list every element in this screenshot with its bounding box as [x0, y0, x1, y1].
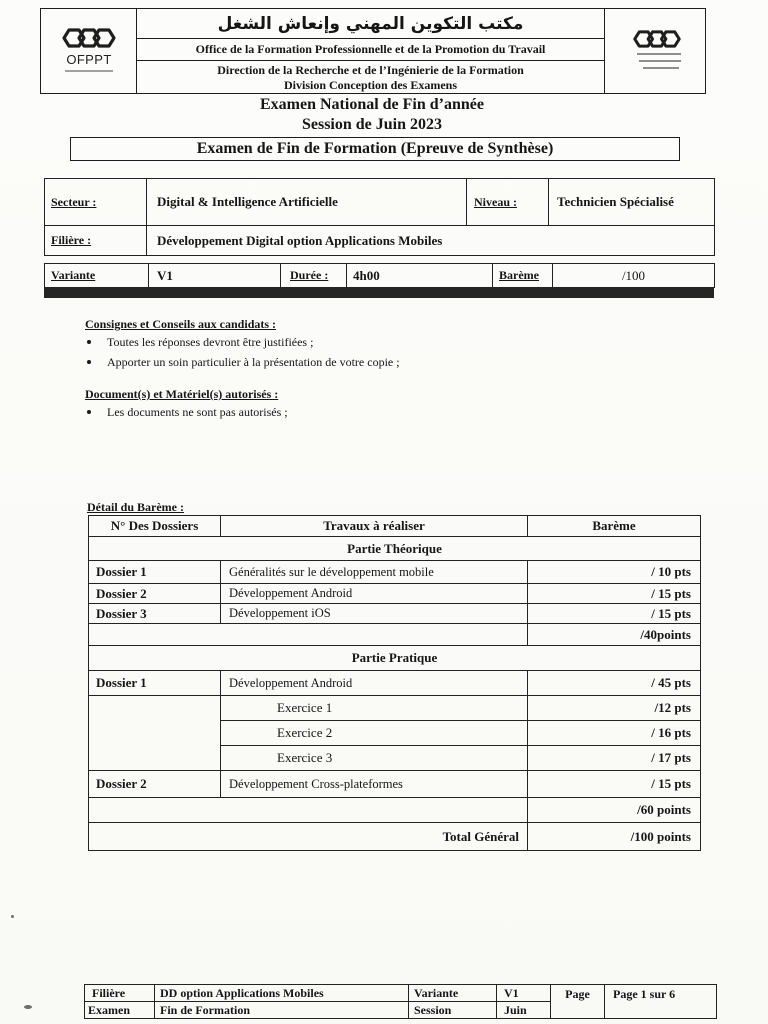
empty-cell: [89, 624, 528, 646]
filiere-label: Filière :: [45, 226, 147, 256]
table-row: [89, 671, 701, 696]
arabic-institution-name: مكتب التكوين المهني وإنعاش الشغل: [217, 14, 524, 34]
logo-arabic-lettering-mark: [637, 53, 681, 55]
documents-title: Document(s) et Matériel(s) autorisés :: [85, 387, 279, 401]
empty-cell: [89, 696, 221, 771]
footer-examen-label: Examen: [85, 1002, 155, 1019]
niveau-value: Technicien Spécialisé: [549, 179, 715, 226]
bareme-cell: / 17 pts: [528, 746, 701, 771]
secteur-label: Secteur :: [45, 179, 147, 226]
filiere-value: Développement Digital option Applications Mobiles: [147, 226, 715, 256]
col-header-bareme: Barème: [528, 516, 701, 537]
dossier-cell: Dossier 2: [89, 584, 221, 604]
footer-filiere-label: Filière: [85, 985, 155, 1002]
footer-examen-value: Fin de Formation: [155, 1002, 409, 1019]
footer-table: [84, 984, 717, 1019]
logo-arabic-lettering-mark: [643, 67, 679, 69]
dark-separator-bar: [44, 287, 714, 298]
direction-name: Direction de la Recherche et de l’Ingénierie de la Formation: [217, 63, 524, 77]
footer-variante-value: V1: [497, 985, 551, 1002]
table-row: [89, 584, 701, 604]
partie-theorique-heading: Partie Théorique: [89, 537, 701, 561]
footer-filiere-value: DD option Applications Mobiles: [155, 985, 409, 1002]
scan-speck: [11, 915, 14, 918]
col-header-travaux: Travaux à réaliser: [221, 516, 528, 537]
dossier-cell: Dossier 3: [89, 604, 221, 624]
exam-title: Examen National de Fin d’année: [259, 96, 484, 113]
footer-session-label: Session: [409, 1002, 497, 1019]
secteur-value: Digital & Intelligence Artificielle: [147, 179, 467, 226]
footer-variante-label: Variante: [409, 985, 497, 1002]
table-row: [89, 604, 701, 624]
dossier-cell: Dossier 2: [89, 771, 221, 798]
logo-wordmark: OFPPT: [66, 52, 112, 67]
secteur-row: [45, 179, 715, 226]
consigne-item: Apporter un soin particulier à la présentation de votre copie ;: [107, 355, 400, 369]
ofppt-logo-left: [41, 9, 137, 93]
pratique-subtotal: /60 points: [528, 798, 701, 823]
footer-row: [85, 985, 717, 1002]
table-row: [89, 771, 701, 798]
empty-cell: [89, 798, 528, 823]
bareme-cell: / 15 pts: [528, 604, 701, 624]
exercice-cell: Exercice 1: [221, 696, 528, 721]
bareme-header-row: [89, 516, 701, 537]
exercice-row: [89, 696, 701, 721]
bareme-cell: / 16 pts: [528, 721, 701, 746]
bareme-table: [88, 515, 701, 851]
subtotal-row: [89, 624, 701, 646]
bareme-cell: / 15 pts: [528, 771, 701, 798]
ofppt-chain-icon: [62, 27, 116, 49]
col-header-dossiers: N° Des Dossiers: [89, 516, 221, 537]
variante-table: [44, 263, 715, 288]
duree-label: Durée :: [281, 264, 347, 288]
section-row: [89, 646, 701, 671]
bareme-label: Barème: [493, 264, 553, 288]
logo-arabic-lettering-mark: [639, 60, 681, 62]
theorique-subtotal: /40points: [528, 624, 701, 646]
office-name: Office de la Formation Professionnelle et de la Promotion du Travail: [137, 38, 604, 61]
bareme-cell: / 45 pts: [528, 671, 701, 696]
variante-row: [45, 264, 715, 288]
table-row: [89, 561, 701, 584]
variante-value: V1: [149, 264, 281, 288]
filiere-row: [45, 226, 715, 256]
exam-info-table: [44, 178, 715, 256]
consigne-item: Toutes les réponses devront être justifiées ;: [107, 335, 314, 349]
total-label: Total Général: [89, 823, 528, 851]
bareme-cell: / 10 pts: [528, 561, 701, 584]
exercice-cell: Exercice 3: [221, 746, 528, 771]
bareme-value: /100: [553, 264, 715, 288]
ofppt-logo-right: [604, 9, 705, 93]
travaux-cell: Développement Cross-plateformes: [221, 771, 528, 798]
exercice-cell: Exercice 2: [221, 721, 528, 746]
travaux-cell: Développement iOS: [221, 604, 528, 624]
variante-label: Variante: [45, 264, 149, 288]
bullet-icon: [87, 340, 91, 344]
dossier-cell: Dossier 1: [89, 561, 221, 584]
logo-tagline-mark: [65, 70, 113, 72]
exam-session: Session de Juin 2023: [301, 116, 443, 133]
partie-pratique-heading: Partie Pratique: [89, 646, 701, 671]
division-name: Division Conception des Examens: [283, 78, 458, 92]
total-value: /100 points: [528, 823, 701, 851]
travaux-cell: Développement Android: [221, 671, 528, 696]
bareme-detail-title: Détail du Barème :: [87, 500, 184, 514]
bareme-cell: / 15 pts: [528, 584, 701, 604]
footer-page-value: Page 1 sur 6: [605, 985, 717, 1019]
consignes-title: Consignes et Conseils aux candidats :: [85, 317, 277, 331]
scan-speck: [24, 1005, 32, 1009]
header-box: [40, 8, 706, 94]
ofppt-chain-icon: [633, 29, 681, 49]
duree-value: 4h00: [347, 264, 493, 288]
section-row: [89, 537, 701, 561]
total-row: [89, 823, 701, 851]
bullet-icon: [87, 360, 91, 364]
bareme-cell: /12 pts: [528, 696, 701, 721]
documents-item: Les documents ne sont pas autorisés ;: [107, 405, 288, 419]
footer-page-label: Page: [551, 985, 605, 1019]
travaux-cell: Généralités sur le développement mobile: [221, 561, 528, 584]
dossier-cell: Dossier 1: [89, 671, 221, 696]
exam-type-box: Examen de Fin de Formation (Epreuve de Synthèse): [70, 137, 680, 161]
subtotal-row: [89, 798, 701, 823]
niveau-label: Niveau :: [467, 179, 549, 226]
bullet-icon: [87, 410, 91, 414]
travaux-cell: Développement Android: [221, 584, 528, 604]
footer-session-value: Juin: [497, 1002, 551, 1019]
